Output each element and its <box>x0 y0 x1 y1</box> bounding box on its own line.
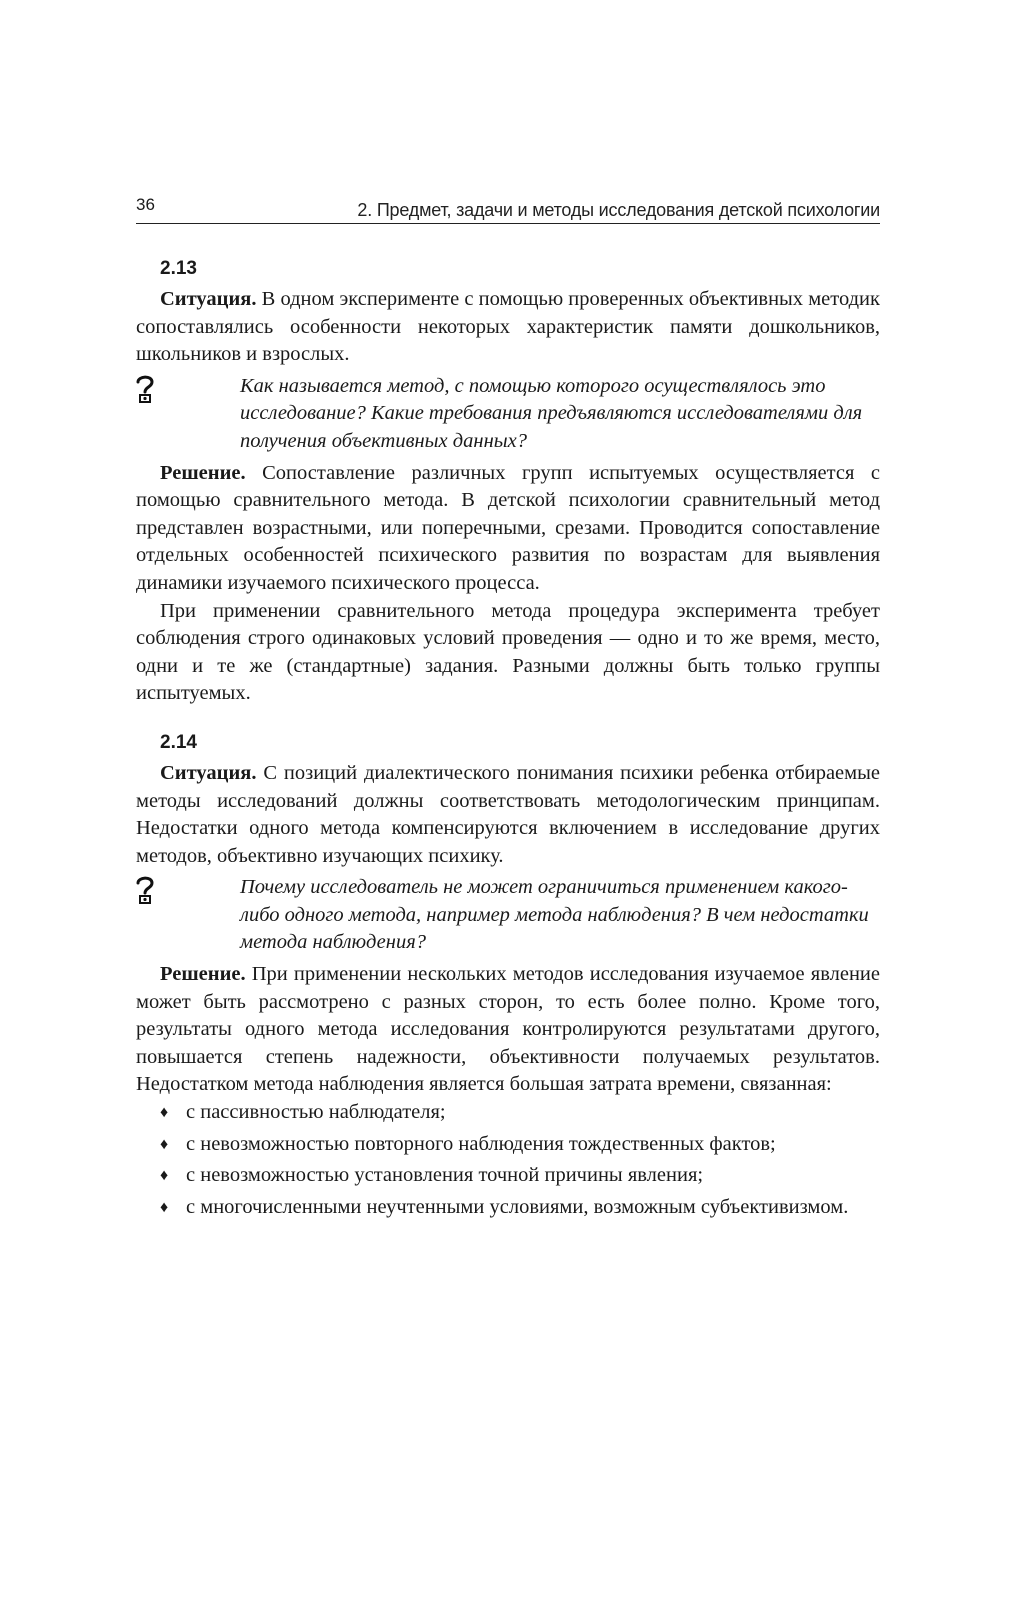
list-item <box>136 1162 880 1190</box>
list-item-text: с многочисленными неучтенными условиями, возможным субъективизмом. <box>186 1195 849 1218</box>
list-item <box>136 1099 880 1127</box>
list-item <box>136 1194 880 1222</box>
solution-paragraph-2: При применении сравнительного метода процедура эксперимента требует соблюдения строго одинаковых условий проведения — одно и то же время, место, одни и те же (стандартные) задания. Разными должны быть только группы испытуемых. <box>136 599 880 705</box>
situation-text: В одном эксперименте с помощью проверенных объективных методик сопоставлялись особенности некоторых характеристик памяти дошкольников, школьников и взрослых. <box>136 288 880 366</box>
situation-paragraph <box>136 760 880 870</box>
situation-paragraph <box>136 286 880 369</box>
question-text: Почему исследователь не может ограничиться применением какого-либо одного метода, например метода наблюдения? В чем недостатки метода наблюдения? <box>240 876 869 954</box>
page-content <box>136 252 880 1225</box>
question-block <box>136 373 880 456</box>
diamond-bullet-icon: ♦ <box>160 1167 169 1185</box>
task-number-2-14: 2.14 <box>160 731 197 753</box>
question-mark-icon <box>134 874 156 904</box>
drawbacks-list <box>136 1099 880 1221</box>
running-title: 2. Предмет, задачи и методы исследования детской психологии <box>357 200 880 220</box>
list-item-text: с пассивностью наблюдателя; <box>186 1101 446 1124</box>
situation-text: С позиций диалектического понимания психики ребенка отбираемые методы исследований должны соответствовать методологическим принципам. Недостатки одного метода компенсируются включением в исследование других методов, объективно изучающих психику. <box>136 761 880 867</box>
diamond-bullet-icon: ♦ <box>160 1104 169 1122</box>
situation-label: Ситуация. <box>160 288 257 310</box>
solution-text: При применении нескольких методов исследования изучаемое явление может быть рассмотрено с разных сторон, то есть более полно. Кроме того, результаты одного метода исследования контролируются результатами другого, повышается степень надежности, объективности получаемых результатов. Недостатком метода наблюдения является большая затрата времени, связанная: <box>136 963 880 1096</box>
question-block <box>136 874 880 957</box>
list-item <box>136 1131 880 1159</box>
list-item-text: с невозможностью установления точной причины явления; <box>186 1164 704 1187</box>
solution-label: Решение. <box>160 461 246 484</box>
running-header <box>136 193 880 224</box>
diamond-bullet-icon: ♦ <box>160 1135 169 1153</box>
solution-paragraph <box>136 460 880 598</box>
situation-label: Ситуация. <box>160 761 257 784</box>
solution-text: Сопоставление различных групп испытуемых осуществляется с помощью сравнительного метода. В детской психологии сравнительный метод представлен возрастными, или поперечными, срезами. Проводится сопоставление отдельных особенностей психического развития по возрастам для выявления динамики изучаемого психического процесса. <box>136 461 880 594</box>
solution-label: Решение. <box>160 963 246 986</box>
page-number: 36 <box>136 195 155 214</box>
question-mark-icon <box>134 373 156 403</box>
solution-paragraph <box>136 961 880 1099</box>
list-item-text: с невозможностью повторного наблюдения тождественных фактов; <box>186 1132 776 1155</box>
task-number-2-13: 2.13 <box>160 258 197 279</box>
diamond-bullet-icon: ♦ <box>160 1198 169 1216</box>
question-text: Как называется метод, с помощью которого осуществлялось это исследование? Какие требования предъявляются исследователями для получения объективных данных? <box>240 374 863 452</box>
